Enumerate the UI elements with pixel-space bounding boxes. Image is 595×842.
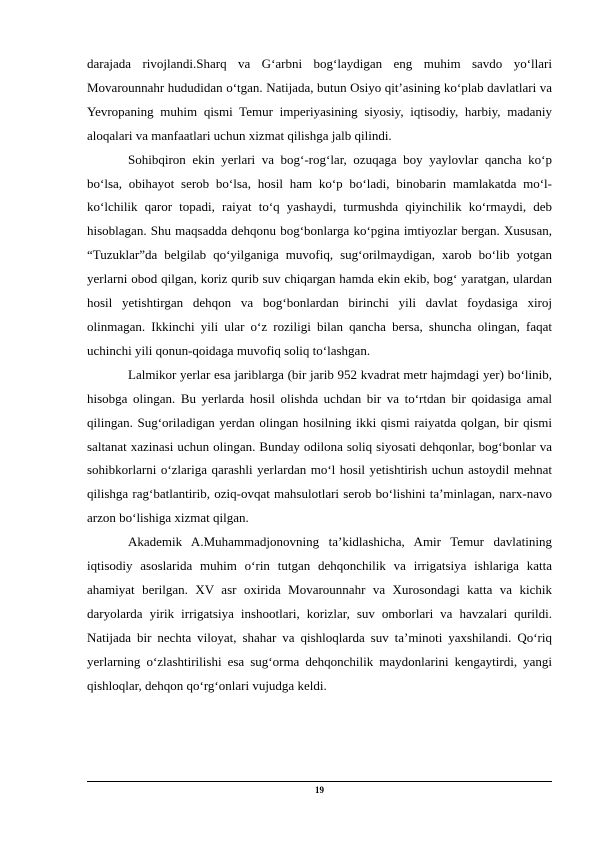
paragraph-lalmikor: Lalmikor yerlar esa jariblarga (bir jarib 952 kvadrat metr hajmdagi yer) bo‘linib, hisobga olingan. Bu yerlarda hosil olishda uchdan bir va to‘rtdan bir qoidasiga amal qilingan. Sug‘oriladigan yerdan olingan hosilning ikki qismi raiyatda qolgan, bir qismi saltanat xazinasi uchun olingan. Bunday odilona soliq siyosati dehqonlar, bog‘bonlar va sohibkorlarni o‘zlariga qarashli yerlardan mo‘l hosil yetishtirish uchun astoydil mehnat qilishga rag‘batlantirib, oziq-ovqat mahsulotlari serob bo‘lishini ta’minlagan, narx-navo arzon bo‘lishiga xizmat qilgan. bbox=[87, 366, 552, 526]
paragraph-sohibqiron: Sohibqiron ekin yerlari va bog‘-rog‘lar, ozuqaga boy yaylovlar qancha ko‘p bo‘lsa, obihayot serob bo‘lsa, hosil ham ko‘p bo‘ladi, binobarin mamlakatda mo‘l-ko‘lchilik qaror topadi, raiyat to‘q yashaydi, turmushda qiyinchilik ko‘rmaydi, deb hisoblagan. Shu maqsadda dehqonu bog‘bonlarga ko‘pgina imtiyozlar bergan. Xususan, “Tuzuklar”da belgilab qo‘yilganiga muvofiq, sug‘orilmaydigan, xarob bo‘lib yotgan yerlarni obod qilgan, koriz qurib suv chiqargan hamda ekin ekib, bog‘ yaratgan, ulardan hosil yetishtirgan dehqon va bog‘bonlardan birinchi yili davlat foydasiga xiroj olinmagan. Ikkinchi yili ular o‘z roziligi bilan qancha bersa, shuncha olingan, faqat uchinchi yili qonun-qoidaga muvofiq soliq to‘lashgan. bbox=[87, 151, 552, 358]
paragraph-akademik: Akademik A.Muhammadjonovning ta’kidlashicha, Amir Temur davlatining iqtisodiy asoslarida muhim o‘rin tutgan dehqonchilik va irrigatsiya ishlariga katta ahamiyat berilgan. XV asr oxirida Movarounnahr va Xurosondagi katta va kichik daryolarda yirik irrigatsiya inshootlari, korizlar, suv omborlari va havzalari qurildi. Natijada bir nechta viloyat, shahar va qishloqlarda suv ta’minoti yaxshilandi. Qo‘riq yerlarning o‘zlashtirilishi esa sug‘orma dehqonchilik maydonlarini kengaytirdi, yangi qishloqlar, dehqon qo‘rg‘onlari vujudga keldi. bbox=[87, 534, 552, 693]
footer-divider bbox=[87, 781, 552, 782]
paragraph-continuation: darajada rivojlandi.Sharq va G‘arbni bog‘laydigan eng muhim savdo yo‘llari Movarounnahr hududidan o‘tgan. Natijada, butun Osiyo qit’asining ko‘plab davlatlari va Yevropaning muhim qismi Temur imperiyasining siyosiy, iqtisodiy, harbiy, madaniy aloqalari va manfaatlari uchun xizmat qilishga jalb qilindi. bbox=[87, 56, 552, 143]
page-body bbox=[87, 52, 552, 697]
page-number: 19 bbox=[315, 785, 324, 795]
